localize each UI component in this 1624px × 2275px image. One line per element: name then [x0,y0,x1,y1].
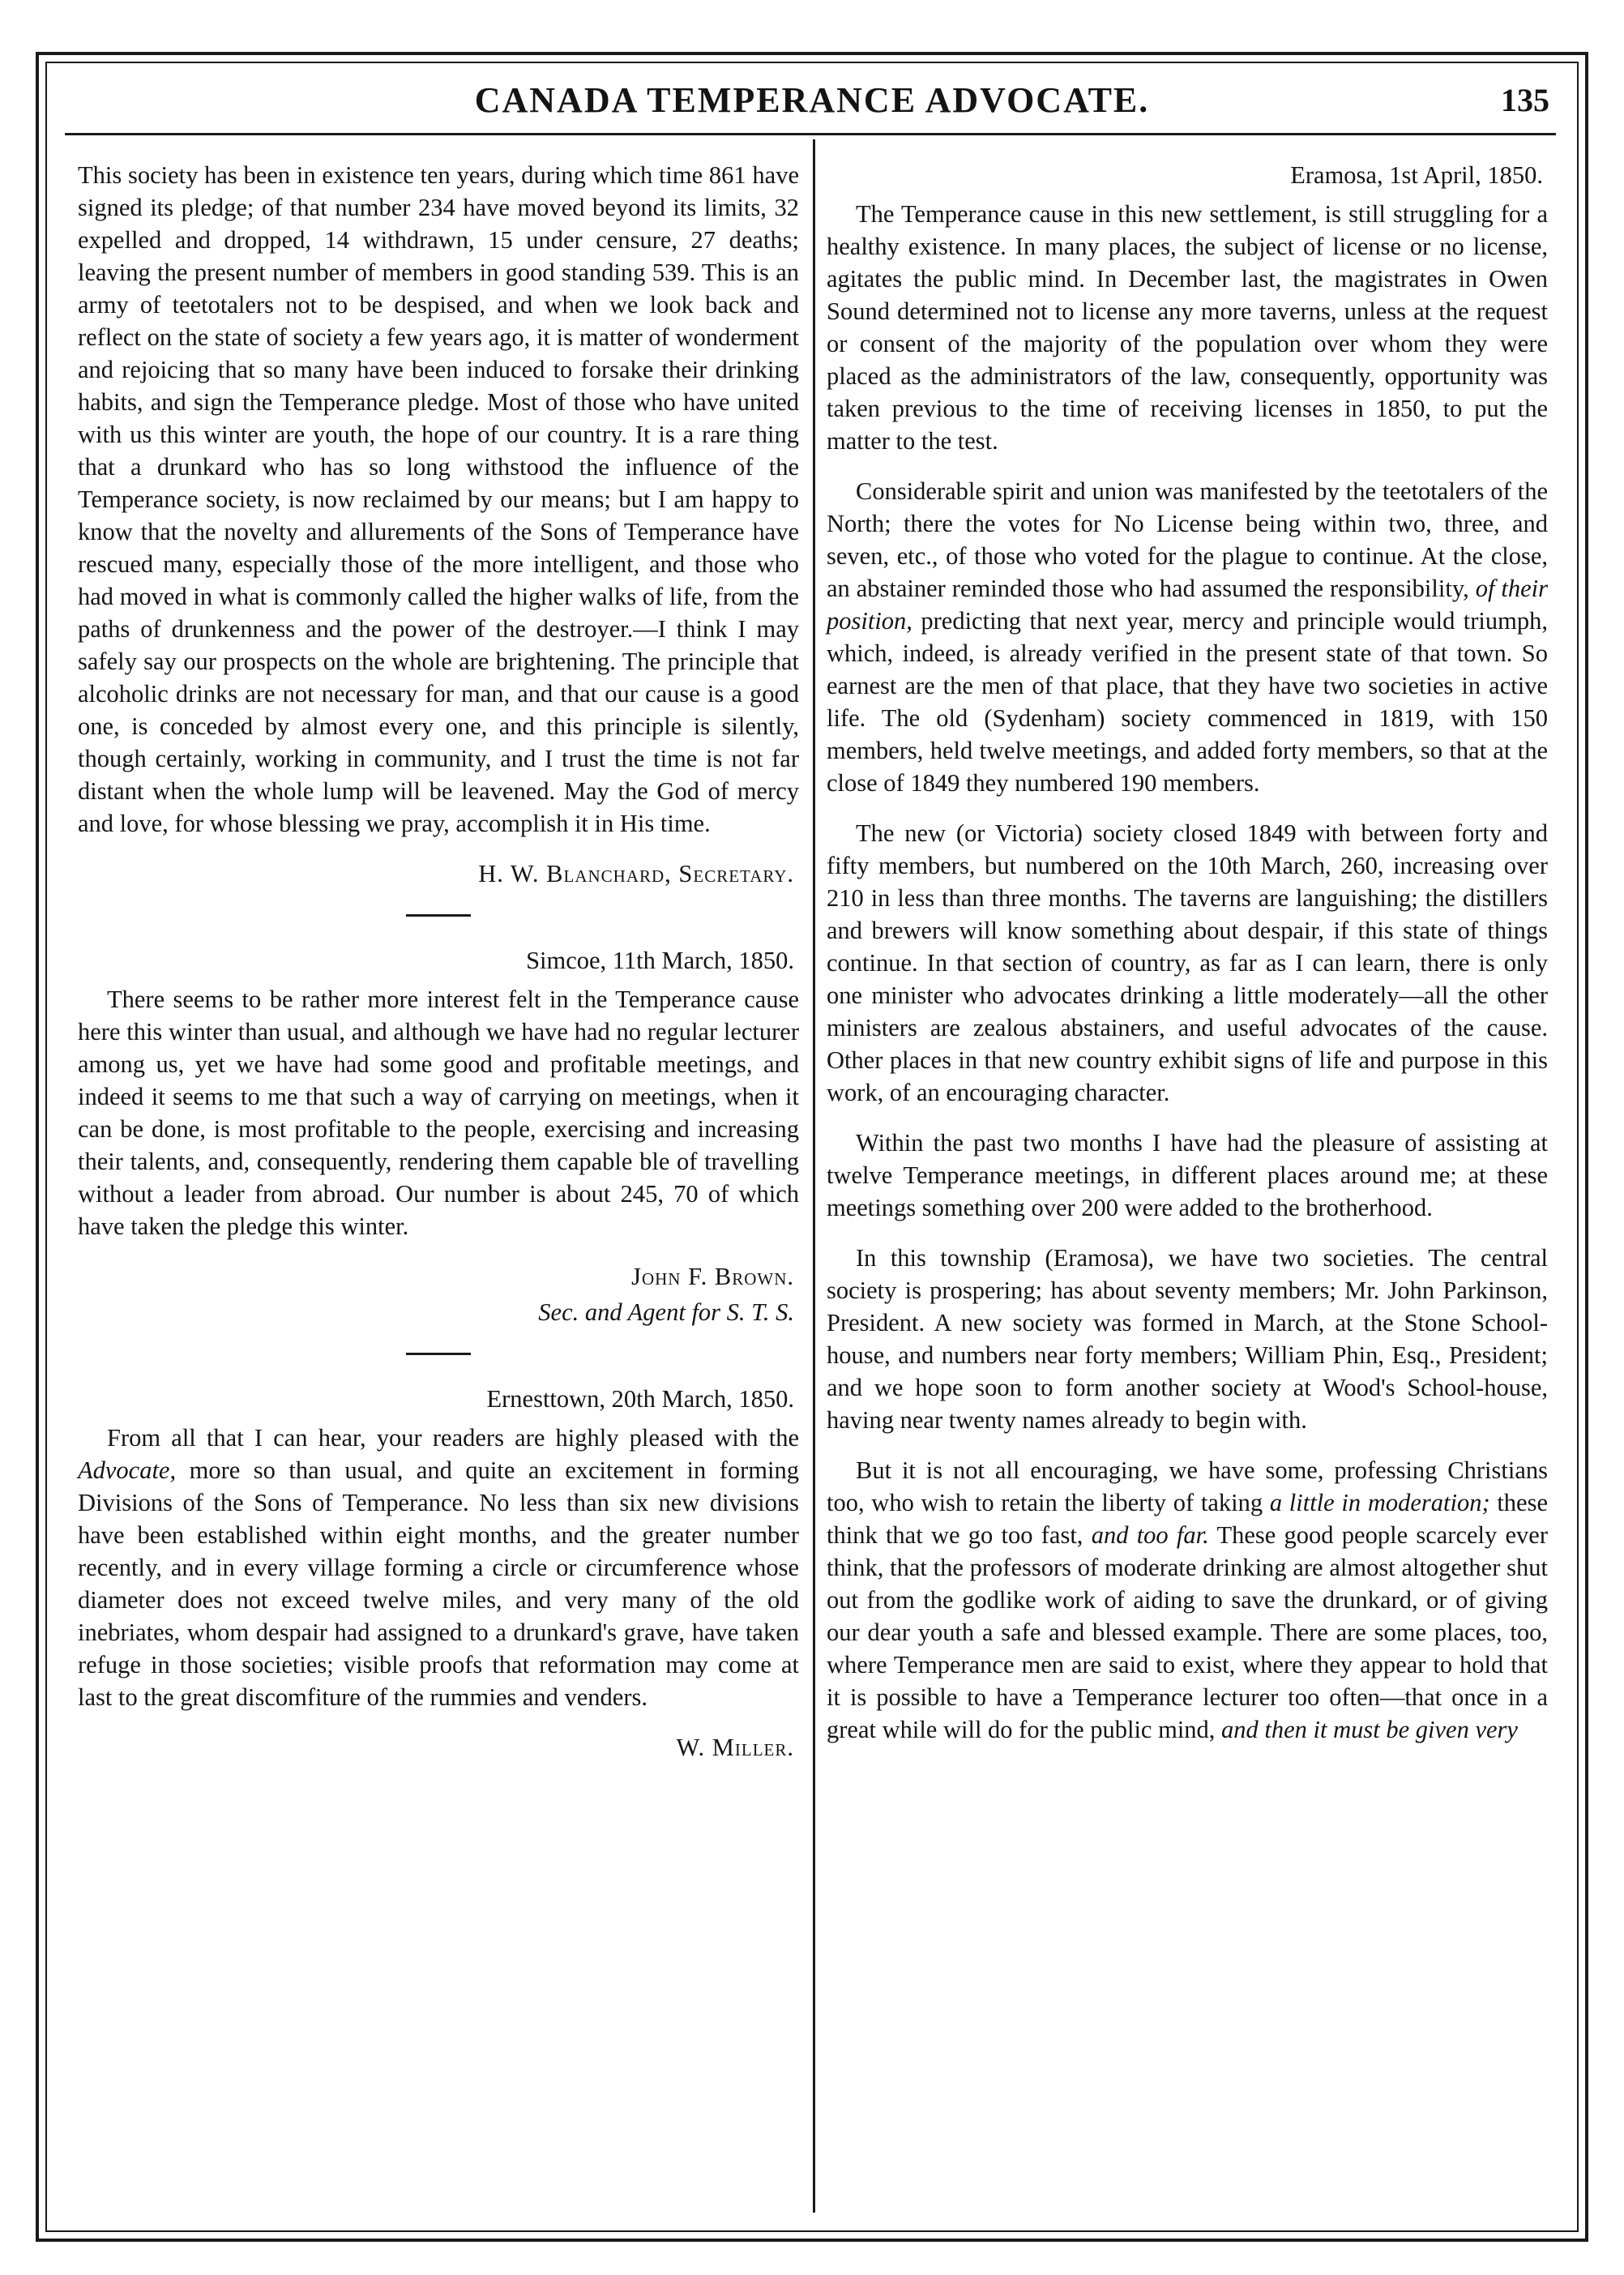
para6-italic-2: and too far. [1091,1521,1209,1549]
para6-text-a: But it is not all encouraging, we have some, professing Christians too, who wish to retain the liberty of taking [827,1456,1548,1516]
eramosa-dateline: Eramosa, 1st April, 1850. [1290,161,1543,189]
para2-text-b: predicting that next year, mercy and principle would triumph, which, indeed, is already verified in the present state of that town. So earnest are the men of that place, that they have two societies in active life. The old (Sydenham) society commenced in 1819, with 150 members, held twelve meetings, and added forty members, so that at the close of 1849 they numbered 190 members. [827,607,1548,797]
miller-signature: W. Miller. [676,1734,794,1761]
blanchard-letter-body: This society has been in existence ten years, during which time 861 have signed its pledge; of that number 234 have moved beyond its limits, 32 expelled and dropped, 14 withdrawn, 15 under censure, 27 deaths; leaving the present number of members in good standing 539. This is an army of teetotalers not to be despised, and when we look back and reflect on the state of society a few years ago, it is matter of wonderment and rejoicing that so many have been induced to forsake their drinking habits, and sign the Temperance pledge. Most of those who have united with us this winter are youth, the hope of our country. It is a rare thing that a drunkard who has so long withstood the influence of the Temperance society, is now reclaimed by our means; but I am happy to know that the novelty and allurements of the Sons of Temperance have rescued many, especially those of the more intelligent, and those who had moved in what is commonly called the higher walks of life, from the paths of drunkenness and the power of the destroyer.—I think I may safely say our prospects on the whole are brightening. The principle that alcoholic drinks are not necessary for man, and that our cause is a good one, is conceded by almost every one, and this principle is silently, though certainly, working in community, and I trust the time is not far distant when the whole lump will be leavened. May the God of mercy and love, for whose blessing we pray, accomplish it in His time. [78,161,799,837]
para6-text-b: these think that we go too fast, [827,1489,1549,1549]
advocate-italic: Advocate, [78,1456,177,1484]
eramosa-paragraph-2 [827,475,1548,799]
ernesttown-letter-body [78,1422,799,1713]
header-rule [65,133,1556,135]
eramosa-paragraph-5: In this township (Eramosa), we have two societies. The central society is prospering; has about seventy members; Mr. John Parkinson, President. A new society was formed in March, at the Stone School-house, and numbers near forty members; William Phin, Esq., President; and we hope soon to form another society at Wood's School-house, having near twenty names already to begin with. [827,1244,1548,1434]
simcoe-letter-body: There seems to be rather more interest felt in the Temperance cause here this winter than usual, and although we have had no regular lecturer among us, yet we have had some good and profitable meetings, and indeed it seems to me that such a way of carrying on meetings, when it can be done, is most profitable to the people, exercising and increasing their talents, and, consequently, rendering them capable ble of travelling without a leader from abroad. Our number is about 245, 70 of which have taken the pledge this winter. [78,986,799,1240]
brown-signature-name: John F. Brown. [631,1263,794,1290]
section-divider [406,914,471,917]
running-head: CANADA TEMPERANCE ADVOCATE. [474,80,1150,120]
eramosa-paragraph-6 [827,1454,1548,1746]
right-column [827,159,1548,1764]
ernesttown-dateline: Ernesttown, 20th March, 1850. [486,1385,794,1413]
section-divider [406,1353,471,1355]
simcoe-dateline: Simcoe, 11th March, 1850. [526,947,794,974]
para2-italic: of their position, [827,575,1548,635]
para6-text-c: These good people scarcely ever think, that the professors of moderate drinking are almost altogether shut out from the godlike work of aiding to save the drunkard, or of giving our dear youth a safe and blessed example. There are some places, too, where Temperance men are said to exist, where they appear to hold that it is possible to have a Temperance lecturer too often—that once in a great while will do for the public mind, [827,1521,1549,1743]
para6-italic-3: and then it must be given very [1221,1716,1518,1743]
eramosa-paragraph-1: The Temperance cause in this new settlement, is still struggling for a healthy existence. In many places, the subject of license or no license, agitates the public mind. In December last, the magistrates in Owen Sound determined not to license any more taverns, unless at the request or consent of the majority of the population over whom they were placed as the administrators of the law, consequently, opportunity was taken previous to the time of receiving licenses in 1850, to put the matter to the test. [827,200,1548,455]
blanchard-signature: H. W. Blanchard, Secretary. [478,860,794,887]
para2-text-a: Considerable spirit and union was manifested by the teetotalers of the North; there the votes for No License being within two, three, and seven, etc., of those who voted for the plague to continue. At the close, an abstainer reminded those who had assumed the responsibility, [827,477,1548,602]
ernesttown-text-b: more so than usual, and quite an excitement in forming Divisions of the Sons of Temperance. No less than six new divisions have been established within eight months, and the greater number recently, and in every village forming a circle or circumference whose diameter does not exceed twelve miles, and very many of the old inebriates, whom despair had assigned to a drunkard's grave, have taken refuge in those societies; visible proofs that reformation may come at last to the great discomfiture of the rummies and venders. [78,1456,799,1711]
left-column [78,159,799,1777]
ernesttown-text-a: From all that I can hear, your readers are highly pleased with the [107,1424,799,1452]
brown-signature-title-text: Sec. and Agent for S. T. S. [538,1298,794,1326]
brown-signature-title [78,1296,799,1328]
eramosa-paragraph-3: The new (or Victoria) society closed 1849 with between forty and fifty members, but numbered on the 10th March, 260, increasing over 210 in less than three months. The taverns are languishing; the distillers and brewers will know something about despair, if this state of things continue. In that section of country, as far as I can learn, there is only one minister who advocates drinking a little moderately—all the other ministers are zealous abstainers, and useful advocates of the cause. Other places in that new country exhibit signs of life and purpose in this work, of an encouraging character. [827,819,1548,1106]
page-number: 135 [1501,82,1549,118]
para6-italic-1: a little in moderation; [1269,1489,1490,1516]
column-divider [813,139,815,2213]
eramosa-paragraph-4: Within the past two months I have had the pleasure of assisting at twelve Temperance meetings, in different places around me; at these meetings something over 200 were added to the brotherhood. [827,1129,1548,1221]
